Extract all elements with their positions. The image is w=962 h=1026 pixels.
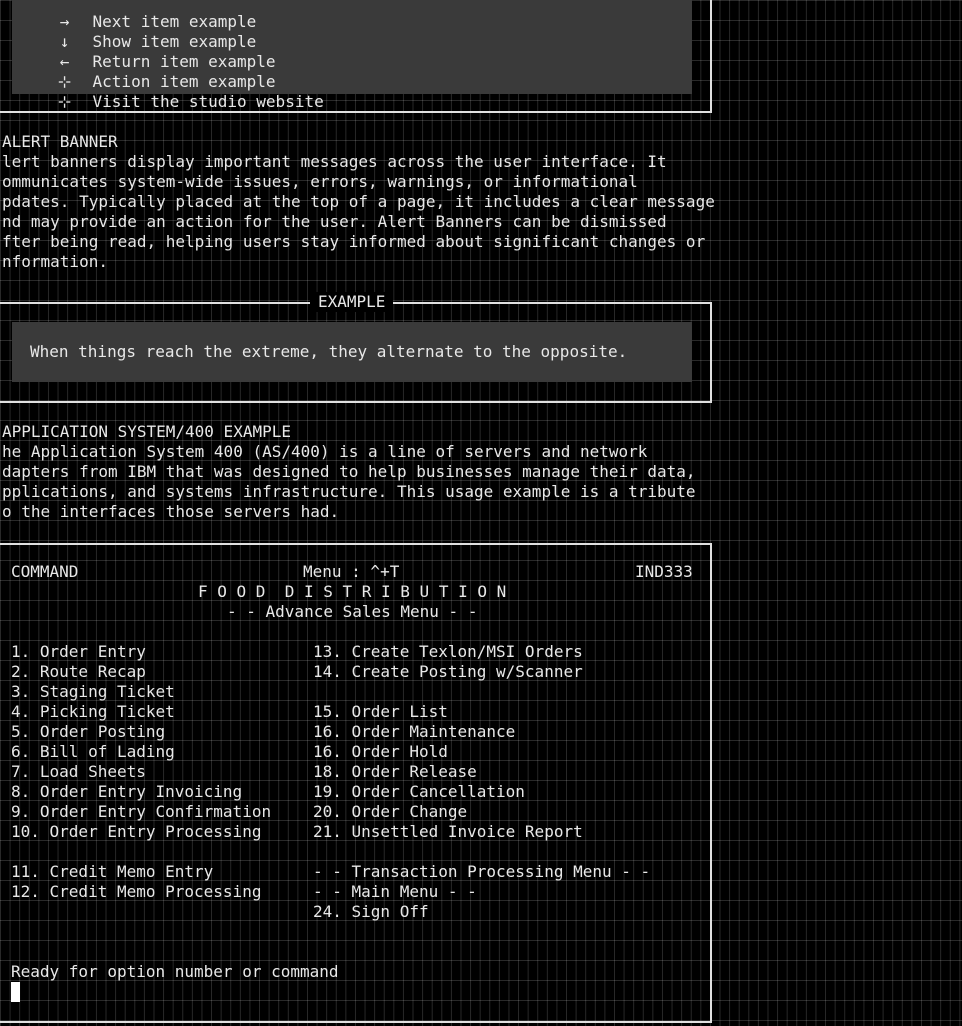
menu-option[interactable]: 6. Bill of Lading <box>11 742 175 761</box>
description-line: fter being read, helping users stay informed about significant changes or <box>2 232 706 251</box>
description-line: o the interfaces those servers had. <box>2 502 340 521</box>
command-input-cursor[interactable] <box>11 982 20 1002</box>
menu-option[interactable]: 10. Order Entry Processing <box>11 822 262 841</box>
menu-hint: Menu : ^+T <box>303 562 400 581</box>
command-prompt: Ready for option number or command <box>11 962 339 981</box>
terminal-title: F O O D D I S T R I B U T I O N <box>198 582 507 601</box>
menu-option[interactable]: 14. Create Posting w/Scanner <box>313 662 583 681</box>
menu-option[interactable]: 4. Picking Ticket <box>11 702 175 721</box>
sparkle-icon: ⊹ <box>57 72 72 91</box>
description-line: nd may provide an action for the user. Alert Banners can be dismissed <box>2 212 667 231</box>
menu-option[interactable]: 2. Route Recap <box>11 662 146 681</box>
description-line: ommunicates system-wide issues, errors, warnings, or informational <box>2 172 638 191</box>
description-line: he Application System 400 (AS/400) is a line of servers and network <box>2 442 648 461</box>
description-line: pplications, and systems infrastructure. This usage example is a tribute <box>2 482 696 501</box>
submenu-link[interactable]: - - Transaction Processing Menu - - <box>313 862 651 881</box>
arrow-left-icon: ← <box>59 52 70 71</box>
menu-option[interactable]: 5. Order Posting <box>11 722 166 741</box>
menu-option[interactable]: 9. Order Entry Confirmation <box>11 802 272 821</box>
submenu-link[interactable]: - - Main Menu - - <box>313 882 477 901</box>
menu-option[interactable]: 21. Unsettled Invoice Report <box>313 822 583 841</box>
action-item-action[interactable]: ⊹ Action item example <box>16 52 276 72</box>
arrow-right-icon: → <box>59 12 70 31</box>
action-item-next[interactable]: → Next item example <box>16 0 256 12</box>
description-line: lert banners display important messages across the user interface. It <box>2 152 667 171</box>
screen-id: IND333 <box>635 562 693 581</box>
arrow-down-icon: ↓ <box>59 32 70 51</box>
command-label: COMMAND <box>11 562 79 581</box>
description-line: pdates. Typically placed at the top of a page, it includes a clear message <box>2 192 715 211</box>
menu-option[interactable]: 20. Order Change <box>313 802 468 821</box>
alert-banner-message: When things reach the extreme, they alternate to the opposite. <box>30 342 628 361</box>
menu-option[interactable]: 18. Order Release <box>313 762 477 781</box>
description-line: nformation. <box>2 252 108 271</box>
action-item-visit-website[interactable]: ⊹ Visit the studio website <box>16 72 324 92</box>
action-item-return[interactable]: ← Return item example <box>16 32 276 52</box>
terminal-subtitle: - - Advance Sales Menu - - <box>227 602 478 621</box>
alert-section-title: ALERT BANNER <box>2 132 118 151</box>
menu-option[interactable]: 13. Create Texlon/MSI Orders <box>313 642 583 661</box>
menu-option[interactable]: 16. Order Maintenance <box>313 722 516 741</box>
menu-option[interactable]: 7. Load Sheets <box>11 762 146 781</box>
example-legend: EXAMPLE <box>310 292 393 312</box>
menu-option[interactable]: 24. Sign Off <box>313 902 429 921</box>
action-item-show[interactable]: ↓ Show item example <box>16 12 256 32</box>
menu-option[interactable]: 16. Order Hold <box>313 742 448 761</box>
menu-option[interactable]: 15. Order List <box>313 702 448 721</box>
menu-option[interactable]: 8. Order Entry Invoicing <box>11 782 243 801</box>
menu-option[interactable]: 11. Credit Memo Entry <box>11 862 214 881</box>
menu-option[interactable]: 1. Order Entry <box>11 642 146 661</box>
as400-section-title: APPLICATION SYSTEM/400 EXAMPLE <box>2 422 291 441</box>
menu-option[interactable]: 19. Order Cancellation <box>313 782 525 801</box>
menu-option[interactable]: 3. Staging Ticket <box>11 682 175 701</box>
menu-option[interactable]: 12. Credit Memo Processing <box>11 882 262 901</box>
description-line: dapters from IBM that was designed to help businesses manage their data, <box>2 462 696 481</box>
sparkle-icon: ⊹ <box>57 92 72 111</box>
